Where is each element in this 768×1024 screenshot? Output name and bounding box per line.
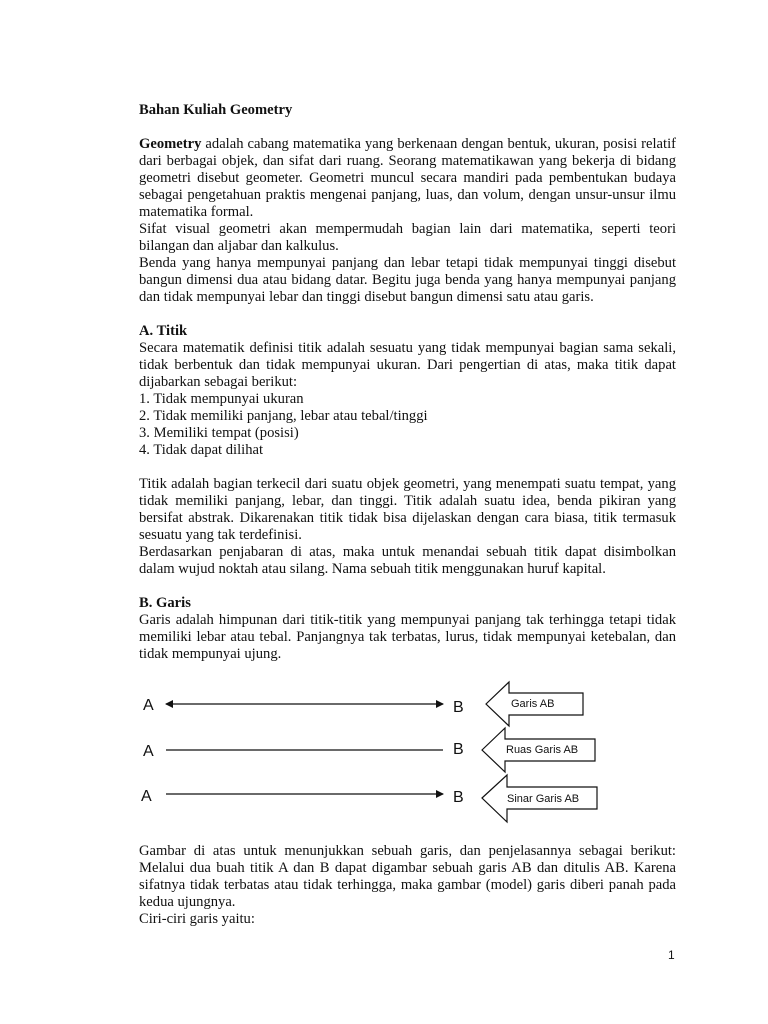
- point-b-label: B: [453, 699, 464, 716]
- point-a-label: A: [141, 788, 152, 805]
- page-number: 1: [668, 948, 675, 962]
- titik-properties-list: [139, 391, 676, 459]
- document-body: [139, 102, 676, 663]
- garis-callout-label: Garis AB: [511, 698, 555, 710]
- section-a-paragraph-1: Secara matematik definisi titik adalah sesuatu yang tidak mempunyai bagian sama sekali, tidak berbentuk dan tidak mempunyai ukuran. Dari pengertian di atas, maka titik dapat dijabarkan sebagai berikut:: [139, 340, 676, 390]
- intro-paragraph-3: Benda yang hanya mempunyai panjang dan lebar tetapi tidak mempunyai tinggi disebut bangun dimensi dua atau bidang datar. Begitu juga benda yang hanya mempunyai panjang dan tidak mempunyai lebar dan tinggi disebut bangun dimensi satu atau garis.: [139, 255, 676, 305]
- point-a-label: A: [143, 743, 154, 760]
- section-b-paragraph-3: Ciri-ciri garis yaitu:: [139, 911, 255, 927]
- line-diagram: [139, 680, 609, 830]
- section-b-heading: B. Garis: [139, 595, 191, 611]
- list-item: 4. Tidak dapat dilihat: [139, 442, 264, 458]
- point-a-label: A: [143, 697, 154, 714]
- intro-paragraph-1-text: adalah cabang matematika yang berkenaan dengan bentuk, ukuran, posisi relatif dari berbagai objek, dan sifat dari ruang. Seorang matematikawan yang bekerja di bidang geometri disebut geometer. Geometri muncul secara mandiri pada pembentukan budaya sebagai pengetahuan praktis mengenai panjang, luas, dan volum, dengan unsur-unsur ilmu matematika formal.: [139, 136, 676, 220]
- list-item: 1. Tidak mempunyai ukuran: [139, 391, 304, 407]
- section-a-paragraph-2: Titik adalah bagian terkecil dari suatu objek geometri, yang menempati suatu tempat, yang tidak memiliki panjang, lebar, dan tinggi. Titik adalah suatu idea, benda pikiran yang bersifat abstrak. Dikarenakan titik tidak bisa dijelaskan dengan cara biasa, titik termasuk sesuatu yang tak terdefinisi.: [139, 476, 676, 543]
- line-diagram-svg: [139, 680, 609, 830]
- ruas-garis-callout-label: Ruas Garis AB: [506, 744, 579, 756]
- list-item: 2. Tidak memiliki panjang, lebar atau tebal/tinggi: [139, 408, 428, 424]
- section-b-paragraph-2: Gambar di atas untuk menunjukkan sebuah garis, dan penjelasannya sebagai berikut: Melalui dua buah titik A dan B dapat digambar sebuah garis AB dan ditulis AB. Karena sifatnya tidak terbatas atau tidak terhingga, maka gambar (model) garis diberi panah pada kedua ujungnya.: [139, 843, 676, 910]
- sinar-garis-callout-label: Sinar Garis AB: [507, 793, 580, 805]
- intro-lead-term: Geometry: [139, 136, 202, 152]
- section-b-continued: [139, 843, 676, 928]
- section-a-heading: A. Titik: [139, 323, 188, 339]
- section-b-paragraph-1: Garis adalah himpunan dari titik-titik yang mempunyai panjang tak terhingga tetapi tidak memiliki lebar atau tebal. Panjangnya tak terbatas, lurus, tidak mempunyai ketebalan, dan tidak mempunyai ujung.: [139, 612, 676, 662]
- point-b-label: B: [453, 741, 464, 758]
- section-a-paragraph-3: Berdasarkan penjabaran di atas, maka untuk menandai sebuah titik dapat disimbolkan dalam wujud noktah atau silang. Nama sebuah titik menggunakan huruf kapital.: [139, 544, 676, 577]
- point-b-label: B: [453, 789, 464, 806]
- intro-paragraph-2: Sifat visual geometri akan mempermudah bagian lain dari matematika, seperti teori bilangan dan aljabar dan kalkulus.: [139, 221, 676, 254]
- list-item: 3. Memiliki tempat (posisi): [139, 425, 299, 441]
- intro-paragraph-1: [139, 136, 676, 221]
- document-title: Bahan Kuliah Geometry: [139, 102, 293, 118]
